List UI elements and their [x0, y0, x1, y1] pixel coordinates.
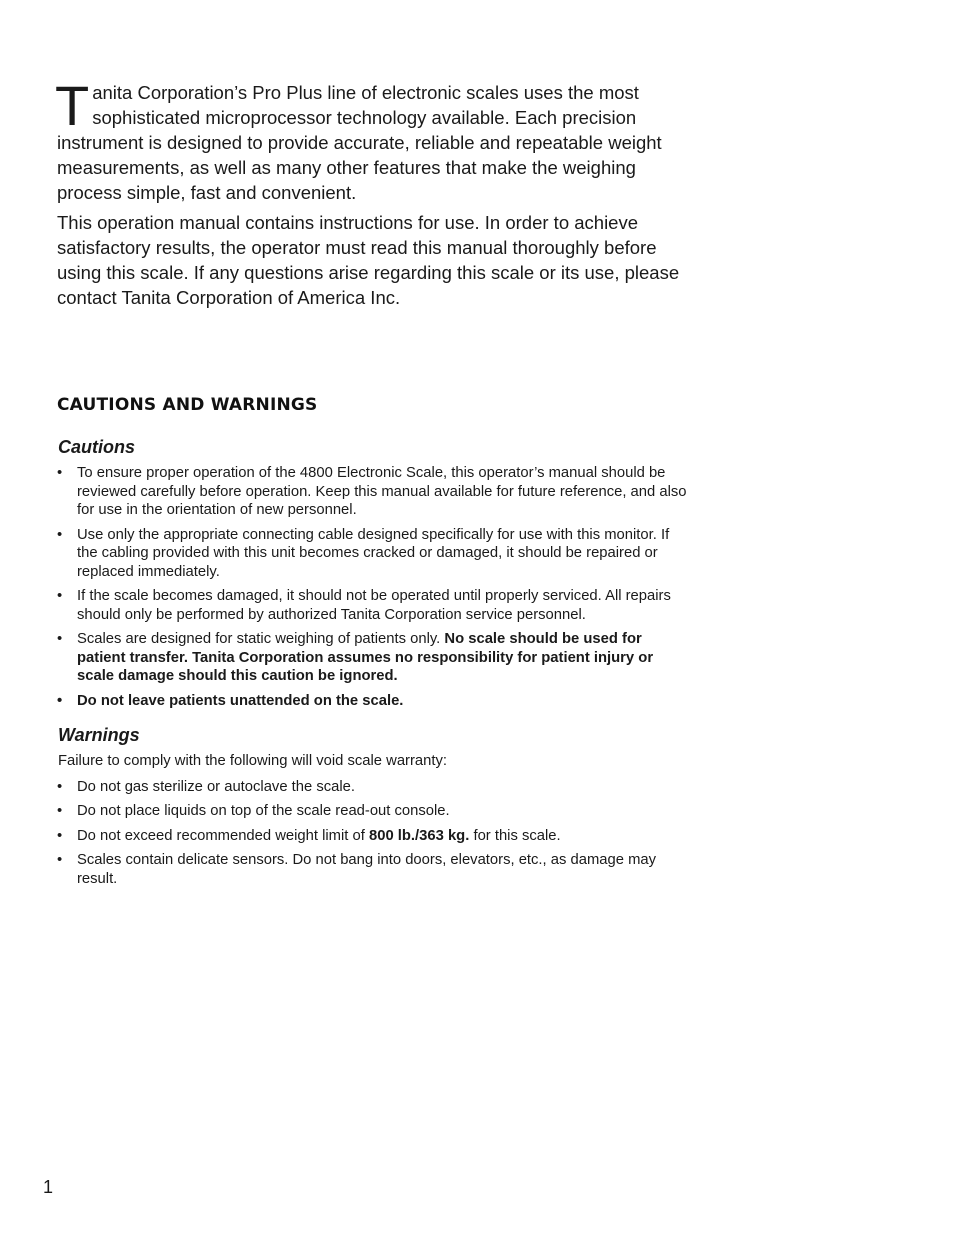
bullet-icon: •: [57, 692, 63, 709]
bullet-icon: •: [57, 778, 63, 795]
caution-item-5: [57, 692, 687, 711]
caution-item-bold-text: Do not leave patients unattended on the scale.: [77, 692, 404, 709]
warning-item-text: Scales contain delicate sensors. Do not bang into doors, elevators, etc., as damage may result.: [77, 852, 657, 887]
cautions-list: [57, 464, 687, 710]
warning-item-3: [57, 827, 687, 846]
section-heading: CAUTIONS AND WARNINGS: [57, 395, 318, 415]
warning-item-text-after: for this scale.: [469, 827, 561, 844]
warning-item-2: [57, 802, 687, 821]
weight-limit: 800 lb./363 kg.: [368, 827, 470, 844]
caution-item-text: Use only the appropriate connecting cable designed specifically for use with this monitor. If the cabling provided with this unit becomes cracked or damaged, it should be repaired or replaced immediately.: [77, 526, 670, 580]
warning-item-4: [57, 851, 687, 888]
warning-item-text: Do not place liquids on top of the scale read-out console.: [77, 803, 450, 819]
warning-item-text: Do not gas sterilize or autoclave the scale.: [77, 778, 355, 795]
caution-item-1: [57, 464, 687, 520]
warning-item-text: Do not exceed recommended weight limit of: [77, 827, 369, 844]
caution-item-3: [57, 587, 687, 624]
bullet-icon: •: [57, 827, 63, 844]
bullet-icon: •: [57, 465, 63, 481]
page-number: 1: [43, 1177, 54, 1197]
warning-item-1: [57, 778, 687, 797]
warnings-heading: Warnings: [58, 725, 140, 745]
caution-item-text: To ensure proper operation of the 4800 Electronic Scale, this operator’s manual should be reviewed carefully before operation. Keep this manual available for future reference, and also for use in the orientation of new personnel.: [77, 465, 687, 518]
warnings-list: [57, 778, 687, 889]
bullet-icon: •: [57, 631, 63, 647]
intro-text: [55, 74, 687, 310]
cautions-heading: Cautions: [58, 437, 136, 457]
intro-paragraph-2: This operation manual contains instructions for use. In order to achieve satisfactory results, the operator must read this manual thoroughly before using this scale. If any questions arise regarding this scale or its use, please contact Tanita Corporation of America Inc.: [57, 212, 680, 308]
warnings-section: [57, 724, 687, 894]
bullet-icon: •: [57, 526, 63, 543]
caution-item-text: If the scale becomes damaged, it should not be operated until properly serviced. All repairs should only be performed by authorized Tanita Corporation service personnel.: [77, 588, 671, 623]
intro-paragraph-1: [55, 74, 687, 205]
caution-item-4: [57, 630, 687, 686]
bullet-icon: •: [57, 588, 63, 604]
intro-paragraph-1-text: anita Corporation’s Pro Plus line of electronic scales uses the most sophisticated microprocessor technology available. Each precision instrument is designed to provide accurate, reliable and repeatable weight measurements, as well as many other features that make the weighing process simple, fast and convenient.: [57, 82, 662, 203]
intro-section: [55, 74, 687, 315]
caution-item-text: Scales are designed for static weighing of patients only.: [77, 631, 445, 647]
drop-cap: T: [55, 74, 90, 137]
bullet-icon: •: [57, 852, 63, 868]
warnings-intro: Failure to comply with the following will void scale warranty:: [58, 753, 447, 769]
bullet-icon: •: [57, 803, 63, 819]
caution-item-2: [57, 526, 687, 582]
caution-item-bold-text: No scale should be used for patient transfer. Tanita Corporation assumes no responsibility for patient injury or scale damage should this caution be ignored.: [77, 631, 654, 684]
cautions-section: [57, 436, 687, 716]
